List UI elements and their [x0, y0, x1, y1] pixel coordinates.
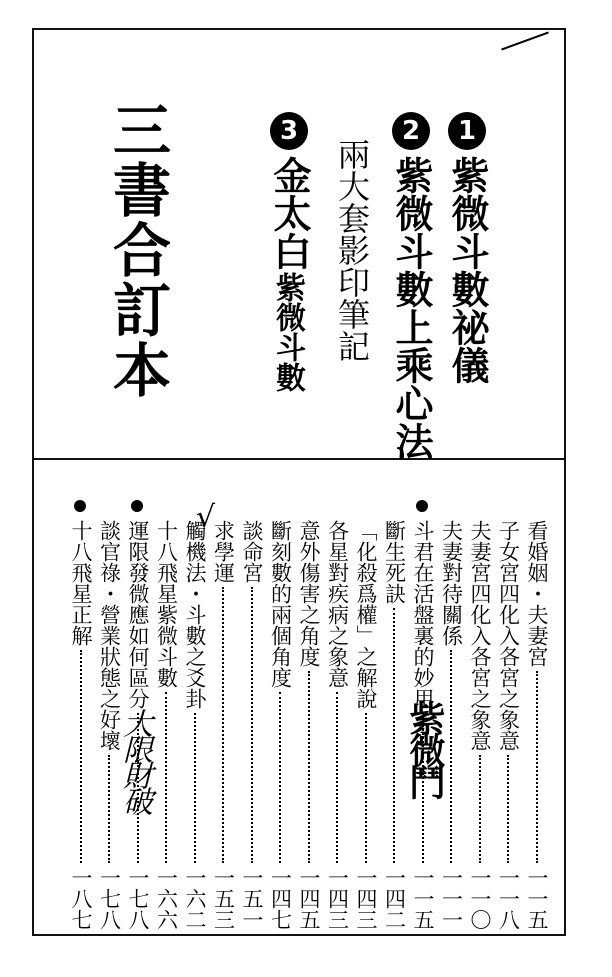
toc-leader-dots [365, 713, 367, 863]
toc-entry-page: 一一〇 [468, 867, 492, 930]
toc-entry-title: 斷刻數的兩個角度 [268, 520, 293, 688]
book-title: 三書合訂本 [103, 100, 171, 400]
toc-leader-dots [308, 671, 310, 863]
volume-1-title: 紫微斗數祕儀 [445, 156, 489, 384]
toc-entry-page: 一七八 [97, 867, 122, 930]
toc-entry-page: 一七八 [126, 867, 150, 930]
toc-entry-page: 一四三 [354, 867, 378, 930]
toc-leader-dots [279, 692, 281, 863]
bullet-mark [416, 500, 428, 512]
toc-entry-title: 看婚姻・夫妻宮 [525, 520, 549, 667]
toc-entry [327, 520, 348, 930]
toc-entry-title: 十八飛星正解 [69, 520, 93, 646]
toc-entry-title: 斷生死訣 [382, 520, 407, 604]
volume-3-title: 金太白 [267, 156, 311, 270]
toc-entry-page: 一六二 [183, 867, 207, 930]
toc-leader-dots [108, 755, 110, 863]
toc-entry-title: 斗君在活盤裏的妙用 [411, 520, 435, 709]
toc-entry [270, 520, 291, 930]
toc-entry-title: 夫妻宮四化入各宮之象意 [468, 520, 492, 751]
toc-leader-dots [194, 713, 196, 863]
toc-entry-page: 一五一 [240, 867, 264, 930]
toc-entry-page: 一四五 [297, 867, 321, 930]
handwritten-check: √ [188, 500, 223, 531]
toc-entry-page: 一一五 [411, 867, 435, 930]
toc-entry-title: 子女宮四化入各宮之象意 [496, 520, 521, 751]
toc-leader-dots [393, 608, 395, 863]
toc-entry-page: 一一八 [496, 867, 521, 930]
toc-entry [213, 520, 234, 930]
volume-3-number: 3 [270, 112, 308, 150]
volume-1 [445, 112, 489, 384]
toc-entry-title: 觸機法・斗數之爻卦 [183, 520, 207, 709]
toc-entry-page: 一一五 [525, 867, 549, 930]
toc-entry [298, 520, 319, 930]
toc-leader-dots [336, 692, 338, 863]
volume-1-number: 1 [448, 112, 486, 150]
volume-2 [389, 112, 433, 460]
toc-entry [184, 520, 205, 930]
toc-leader-dots [80, 650, 82, 863]
volume-2-subtitle: 兩大套影印筆記 [333, 138, 371, 362]
toc-entry-page: 一四二 [382, 867, 407, 930]
toc-entry-title: 「化殺爲權」之解說 [354, 520, 378, 709]
toc-entry-title: 夫妻對待關係 [439, 520, 464, 646]
toc-entry-page: 一六六 [154, 867, 179, 930]
toc-entry [526, 520, 547, 930]
handwritten-note: 紫微鬥 [404, 700, 446, 796]
toc-leader-dots [479, 755, 481, 863]
toc-entry [156, 520, 177, 930]
toc-entry-title: 各星對疾病之象意 [325, 520, 350, 688]
toc-leader-dots [536, 671, 538, 863]
toc-entry [469, 520, 490, 930]
toc-entry-title: 求學運 [211, 520, 236, 583]
toc-entry-page: 一五三 [211, 867, 236, 930]
toc-entry-page: 一四七 [268, 867, 293, 930]
volume-3 [267, 112, 311, 270]
toc-leader-dots [222, 587, 224, 863]
toc-leader-dots [507, 755, 509, 863]
toc-entry-title: 運限發微應如何區分 [126, 520, 150, 709]
toc-entry-page: 一八七 [69, 867, 93, 930]
section-divider [32, 458, 566, 460]
toc-entry-page: 一四三 [325, 867, 350, 930]
bullet-mark [131, 500, 143, 512]
volume-3-subtitle: 紫微斗數 [270, 272, 305, 392]
toc-entry-title: 意外傷害之角度 [297, 520, 321, 667]
toc-leader-dots [165, 692, 167, 863]
volume-2-number: 2 [392, 112, 430, 150]
toc-entry [70, 520, 91, 930]
toc-entry-title: 十八飛星紫微斗數 [154, 520, 179, 688]
toc-entry [498, 520, 519, 930]
handwritten-note-2: 大限財破 [117, 708, 152, 812]
toc-entry [355, 520, 376, 930]
toc-entry-title: 談官祿・營業狀態之好壞 [97, 520, 122, 751]
toc-entry-title: 談命宮 [240, 520, 264, 583]
toc-entry [241, 520, 262, 930]
volume-2-title: 紫微斗數上乘心法 [389, 156, 433, 460]
toc-leader-dots [251, 587, 253, 863]
toc-entry-page: 一一一 [439, 867, 464, 930]
bullet-mark [74, 500, 86, 512]
